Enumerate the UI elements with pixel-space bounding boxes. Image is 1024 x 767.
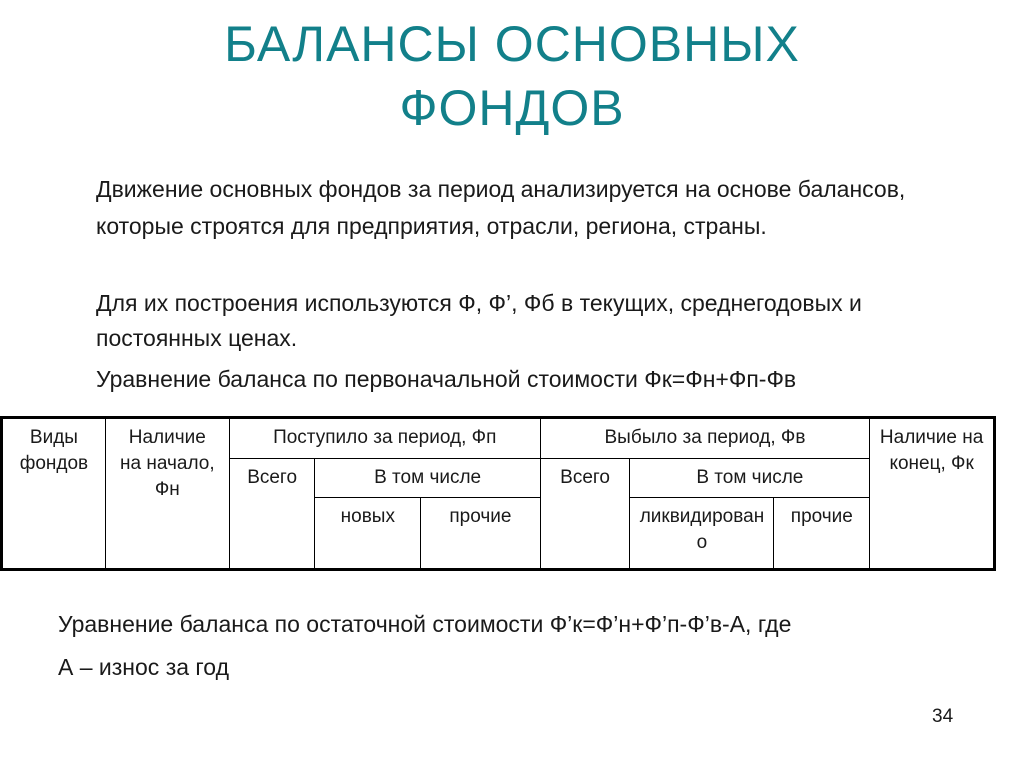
header-new: новых — [315, 498, 421, 570]
header-liquidated: ликвидировано — [630, 498, 774, 570]
header-retired: Выбыло за период, Фв — [540, 418, 870, 459]
slide-title — [0, 12, 1024, 140]
header-including-retired: В том числе — [630, 458, 870, 497]
header-other-retired: прочие — [774, 498, 870, 570]
paragraph-construction: Для их построения используются Ф, Ф’, Фб в текущих, среднегодовых и постоянных ценах. — [96, 290, 862, 351]
paragraph-initial-cost-equation: Уравнение баланса по первоначальной стоимости Фк=Фн+Фп-Фв — [96, 366, 797, 392]
slide-title-line-1: БАЛАНСЫ ОСНОВНЫХ — [224, 16, 800, 72]
header-end: Наличие на конец, Фк — [870, 418, 995, 570]
residual-cost-equation: Уравнение баланса по остаточной стоимости Ф’к=Ф’н+Ф’п-Ф’в-А, где — [58, 611, 792, 637]
depreciation-note: А – износ за год — [58, 654, 230, 680]
slide-title-line-2: ФОНДОВ — [399, 80, 625, 136]
header-total-received: Всего — [229, 458, 315, 569]
balance-table — [0, 416, 996, 571]
header-received: Поступило за период, Фп — [229, 418, 540, 459]
header-start: Наличие на начало, Фн — [105, 418, 229, 570]
header-other-received: прочие — [421, 498, 541, 570]
header-total-retired: Всего — [540, 458, 630, 569]
paragraph-movement: Движение основных фондов за период анализируется на основе балансов, которые строятся для предприятия, отрасли, региона, страны. — [96, 176, 906, 239]
header-kinds: Виды фондов — [2, 418, 106, 570]
page-number: 34 — [932, 706, 954, 727]
header-including-received: В том числе — [315, 458, 540, 497]
